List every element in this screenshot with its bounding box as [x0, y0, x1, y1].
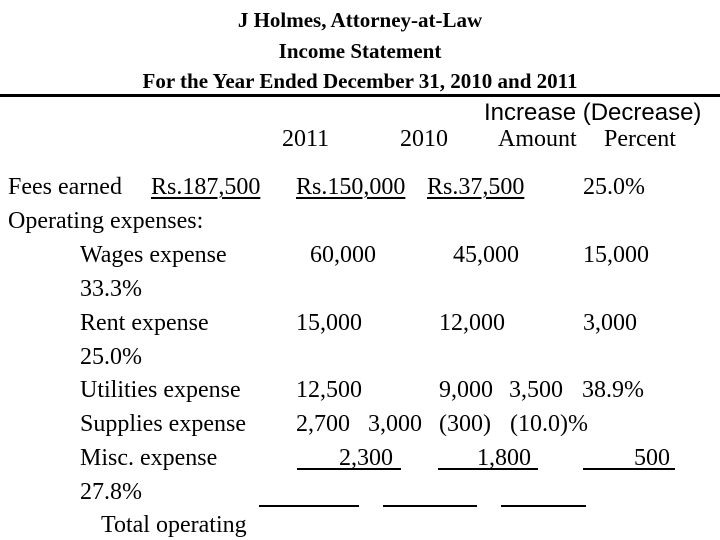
- total-operating-label: Total operating: [101, 512, 247, 538]
- rent-expense-2011: 15,000: [296, 310, 362, 336]
- fees-earned-amount: Rs.37,500: [427, 174, 525, 200]
- statement-period: For the Year Ended December 31, 2010 and 2011: [142, 69, 578, 93]
- fees-earned-2011: Rs.187,500: [151, 174, 261, 200]
- supplies-expense-2010: 3,000: [368, 411, 422, 437]
- utilities-expense-label: Utilities expense: [80, 377, 241, 403]
- company-name: J Holmes, Attorney-at-Law: [237, 8, 483, 32]
- year-2011-heading: 2011: [282, 126, 330, 152]
- wages-expense-2010: 45,000: [453, 242, 519, 268]
- wages-expense-label: Wages expense: [80, 242, 227, 268]
- fees-earned-2010: Rs.150,000: [296, 174, 406, 200]
- percent-heading: Percent: [604, 126, 676, 152]
- utilities-expense-percent: 38.9%: [582, 377, 644, 403]
- year-2010-heading: 2010: [400, 126, 448, 152]
- supplies-expense-amount: (300): [439, 411, 491, 437]
- rent-expense-percent: 25.0%: [80, 344, 142, 370]
- rent-expense-label: Rent expense: [80, 310, 209, 336]
- supplies-expense-label: Supplies expense: [80, 411, 246, 437]
- utilities-expense-2010: 9,000: [439, 377, 493, 403]
- wages-expense-2011: 60,000: [310, 242, 376, 268]
- misc-expense-2011: 2,300: [339, 445, 393, 471]
- total-2011-rule: [259, 505, 359, 507]
- amount-heading: Amount: [498, 126, 577, 152]
- header-rule: [0, 94, 720, 97]
- misc-expense-2010: 1,800: [477, 445, 531, 471]
- utilities-expense-amount: 3,500: [509, 377, 563, 403]
- wages-expense-amount: 15,000: [583, 242, 649, 268]
- operating-expenses-label: Operating expenses:: [8, 208, 204, 234]
- wages-expense-percent: 33.3%: [80, 276, 142, 302]
- utilities-expense-2011: 12,500: [296, 377, 362, 403]
- rent-expense-2010: 12,000: [439, 310, 505, 336]
- misc-expense-amount: 500: [634, 445, 670, 471]
- misc-expense-label: Misc. expense: [80, 445, 218, 471]
- total-amount-rule: [501, 505, 586, 507]
- increase-decrease-heading: Increase (Decrease): [484, 99, 702, 126]
- supplies-expense-percent: (10.0)%: [510, 411, 588, 437]
- total-2010-rule: [383, 505, 477, 507]
- statement-title: Income Statement: [278, 39, 442, 63]
- supplies-expense-2011: 2,700: [296, 411, 350, 437]
- rent-expense-amount: 3,000: [583, 310, 637, 336]
- fees-earned-percent: 25.0%: [583, 174, 645, 200]
- misc-expense-percent: 27.8%: [80, 479, 142, 505]
- fees-earned-label: Fees earned: [8, 174, 122, 200]
